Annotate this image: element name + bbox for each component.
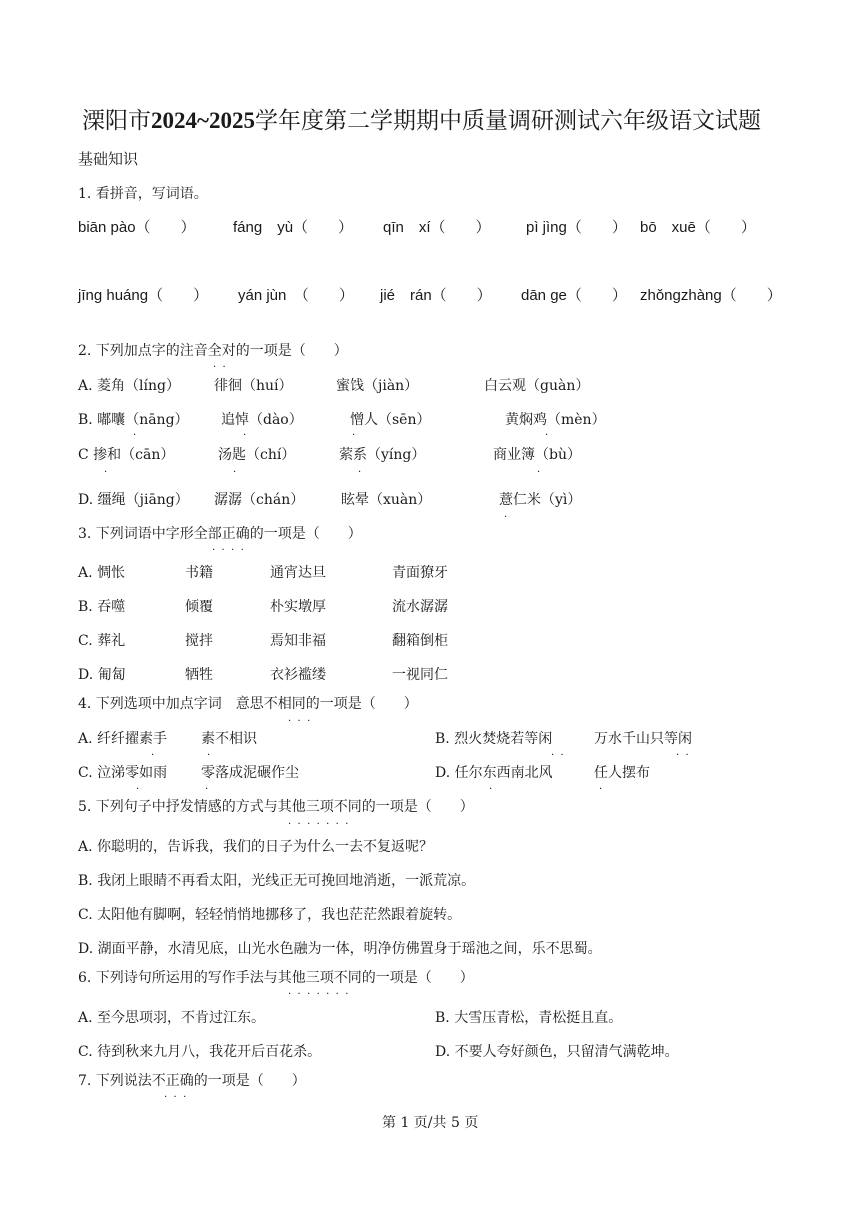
q2-option: A. 菱角（líng） — [78, 378, 180, 394]
emphasis-dots: · · · · · · · — [288, 819, 349, 830]
page-footer: 第 1 页/共 5 页 — [382, 1115, 479, 1131]
q4-option: C. 泣涕零如雨 — [78, 765, 168, 781]
q6-option: D. 不要人夸好颜色，只留清气满乾坤。 — [435, 1044, 679, 1060]
q4-option: B. 烈火焚烧若等闲 — [435, 731, 553, 747]
pinyin-item: bō xuē（ ） — [640, 219, 756, 236]
emphasis-dots: · — [599, 784, 603, 795]
q2-option: 白云观（guàn） — [484, 378, 590, 394]
q2-option: 萦系（yíng） — [339, 447, 426, 463]
q1-stem: 1. 看拼音，写词语。 — [78, 186, 208, 202]
q2-option: 眩晕（xuàn） — [341, 492, 432, 508]
emphasis-dots: · — [151, 750, 155, 761]
q6-stem: 6. 下列诗句所运用的写作手法与其他三项不同的一项是（ ） — [78, 970, 474, 986]
q4-option: A. 纤纤擢素手 — [78, 731, 168, 747]
q3-option: 青面獠牙 — [392, 565, 448, 581]
q3-stem: 3. 下列词语中字形全部正确的一项是（ ） — [78, 526, 362, 542]
q3-option: 搅拌 — [185, 633, 213, 649]
q2-option: 潺潺（chán） — [214, 492, 305, 508]
title-part: 学年度第二学期期中质量调研测试六年级语文试题 — [254, 108, 761, 134]
emphasis-dots: · — [545, 430, 549, 441]
q5-stem: 5. 下列句子中抒发情感的方式与其他三项不同的一项是（ ） — [78, 799, 474, 815]
emphasis-dots: · · — [551, 750, 564, 761]
q3-option: 朴实墩厚 — [270, 599, 326, 615]
title-part: 溧阳市 — [82, 108, 151, 134]
q3-option: 一视同仁 — [392, 667, 448, 683]
q5-option: C. 太阳他有脚啊，轻轻悄悄地挪移了，我也茫茫然跟着旋转。 — [78, 907, 462, 923]
q4-option: D. 任尔东西南北风 — [435, 765, 553, 781]
q2-option: 黄焖鸡（mèn） — [505, 412, 606, 428]
q3-option: 牺牲 — [185, 667, 213, 683]
q7-stem: 7. 下列说法不正确的一项是（ ） — [78, 1073, 306, 1089]
emphasis-dots: · · — [676, 750, 689, 761]
q3-option: 流水潺潺 — [392, 599, 448, 615]
q2-option: C 掺和（cān） — [78, 447, 175, 463]
emphasis-dots: · · · · — [212, 545, 244, 556]
pinyin-item: fáng yù（ ） — [233, 219, 354, 236]
q2-option: B. 嘟囔（nāng） — [78, 412, 189, 428]
pinyin-item: yán jùn （ ） — [238, 287, 354, 304]
emphasis-dots: · — [352, 430, 356, 441]
q2-option: 薏仁米（yì） — [499, 492, 582, 508]
emphasis-dots: · — [104, 467, 108, 478]
q5-option: B. 我闭上眼睛不再看太阳，光线正无可挽回地消逝，一派荒凉。 — [78, 873, 476, 889]
emphasis-dots: · · · — [164, 1092, 187, 1103]
section-heading: 基础知识 — [78, 150, 139, 168]
emphasis-dots: · — [136, 784, 140, 795]
emphasis-dots: · · · — [288, 716, 311, 727]
q3-option: 翻箱倒柜 — [392, 633, 448, 649]
q3-option: 衣衫褴缕 — [270, 667, 326, 683]
q4-option: 零落成泥碾作尘 — [201, 765, 299, 781]
q4-option: 任人摆布 — [594, 765, 650, 781]
q2-option: 追悼（dào） — [221, 412, 303, 428]
q6-option: C. 待到秋来九月八，我花开后百花杀。 — [78, 1044, 322, 1060]
q3-option: A. 惆怅 — [78, 565, 126, 581]
emphasis-dots: · — [504, 512, 508, 523]
pinyin-item: dān ge（ ） — [521, 287, 627, 304]
page-title — [82, 106, 761, 136]
q2-option: D. 缰绳（jiāng） — [78, 492, 189, 508]
pinyin-item: pì jìng（ ） — [526, 219, 627, 236]
q6-option: A. 至今思项羽，不肯过江东。 — [78, 1010, 266, 1026]
q3-option: 倾覆 — [185, 599, 213, 615]
q3-option: B. 吞噬 — [78, 599, 126, 615]
pinyin-item: biān pào（ ） — [78, 219, 196, 236]
emphasis-dots: · — [205, 784, 209, 795]
emphasis-dots: · — [207, 750, 211, 761]
emphasis-dots: · · — [213, 362, 226, 373]
q5-option: A. 你聪明的，告诉我，我们的日子为什么一去不复返呢？ — [78, 839, 434, 855]
q4-option: 素不相识 — [201, 731, 257, 747]
emphasis-dots: · — [133, 430, 137, 441]
q3-option: 书籍 — [185, 565, 213, 581]
q2-option: 憎人（sēn） — [350, 412, 431, 428]
title-years: 2024~2025 — [151, 108, 255, 133]
q2-stem: 2. 下列加点字的注音全对的一项是（ ） — [78, 343, 348, 359]
q2-option: 徘徊（huí） — [214, 378, 293, 394]
emphasis-dots: · — [537, 467, 541, 478]
q2-option: 蜜饯（jiàn） — [336, 378, 419, 394]
q4-option: 万水千山只等闲 — [594, 731, 692, 747]
q3-option: D. 匍匐 — [78, 667, 126, 683]
emphasis-dots: · — [233, 467, 237, 478]
emphasis-dots: · — [358, 467, 362, 478]
q6-option: B. 大雪压青松，青松挺且直。 — [435, 1010, 623, 1026]
q3-option: 通宵达旦 — [270, 565, 326, 581]
q2-option: 汤匙（chí） — [218, 447, 296, 463]
emphasis-dots: · — [243, 430, 247, 441]
emphasis-dots: · — [489, 784, 493, 795]
emphasis-dots: · · · · · · · — [288, 989, 349, 1000]
q4-stem: 4. 下列选项中加点字词 意思不相同的一项是（ ） — [78, 696, 418, 712]
q3-option: 焉知非福 — [270, 633, 326, 649]
pinyin-item: jié rán（ ） — [380, 287, 492, 304]
q5-option: D. 湖面平静，水清见底，山光水色融为一体，明净仿佛置身于瑶池之间，乐不思蜀。 — [78, 941, 602, 957]
pinyin-item: zhǒngzhàng（ ） — [640, 287, 782, 304]
q2-option: 商业簿（bù） — [493, 447, 581, 463]
q3-option: C. 葬礼 — [78, 633, 126, 649]
pinyin-item: jīng huáng（ ） — [78, 287, 209, 304]
pinyin-item: qīn xí（ ） — [383, 219, 491, 236]
